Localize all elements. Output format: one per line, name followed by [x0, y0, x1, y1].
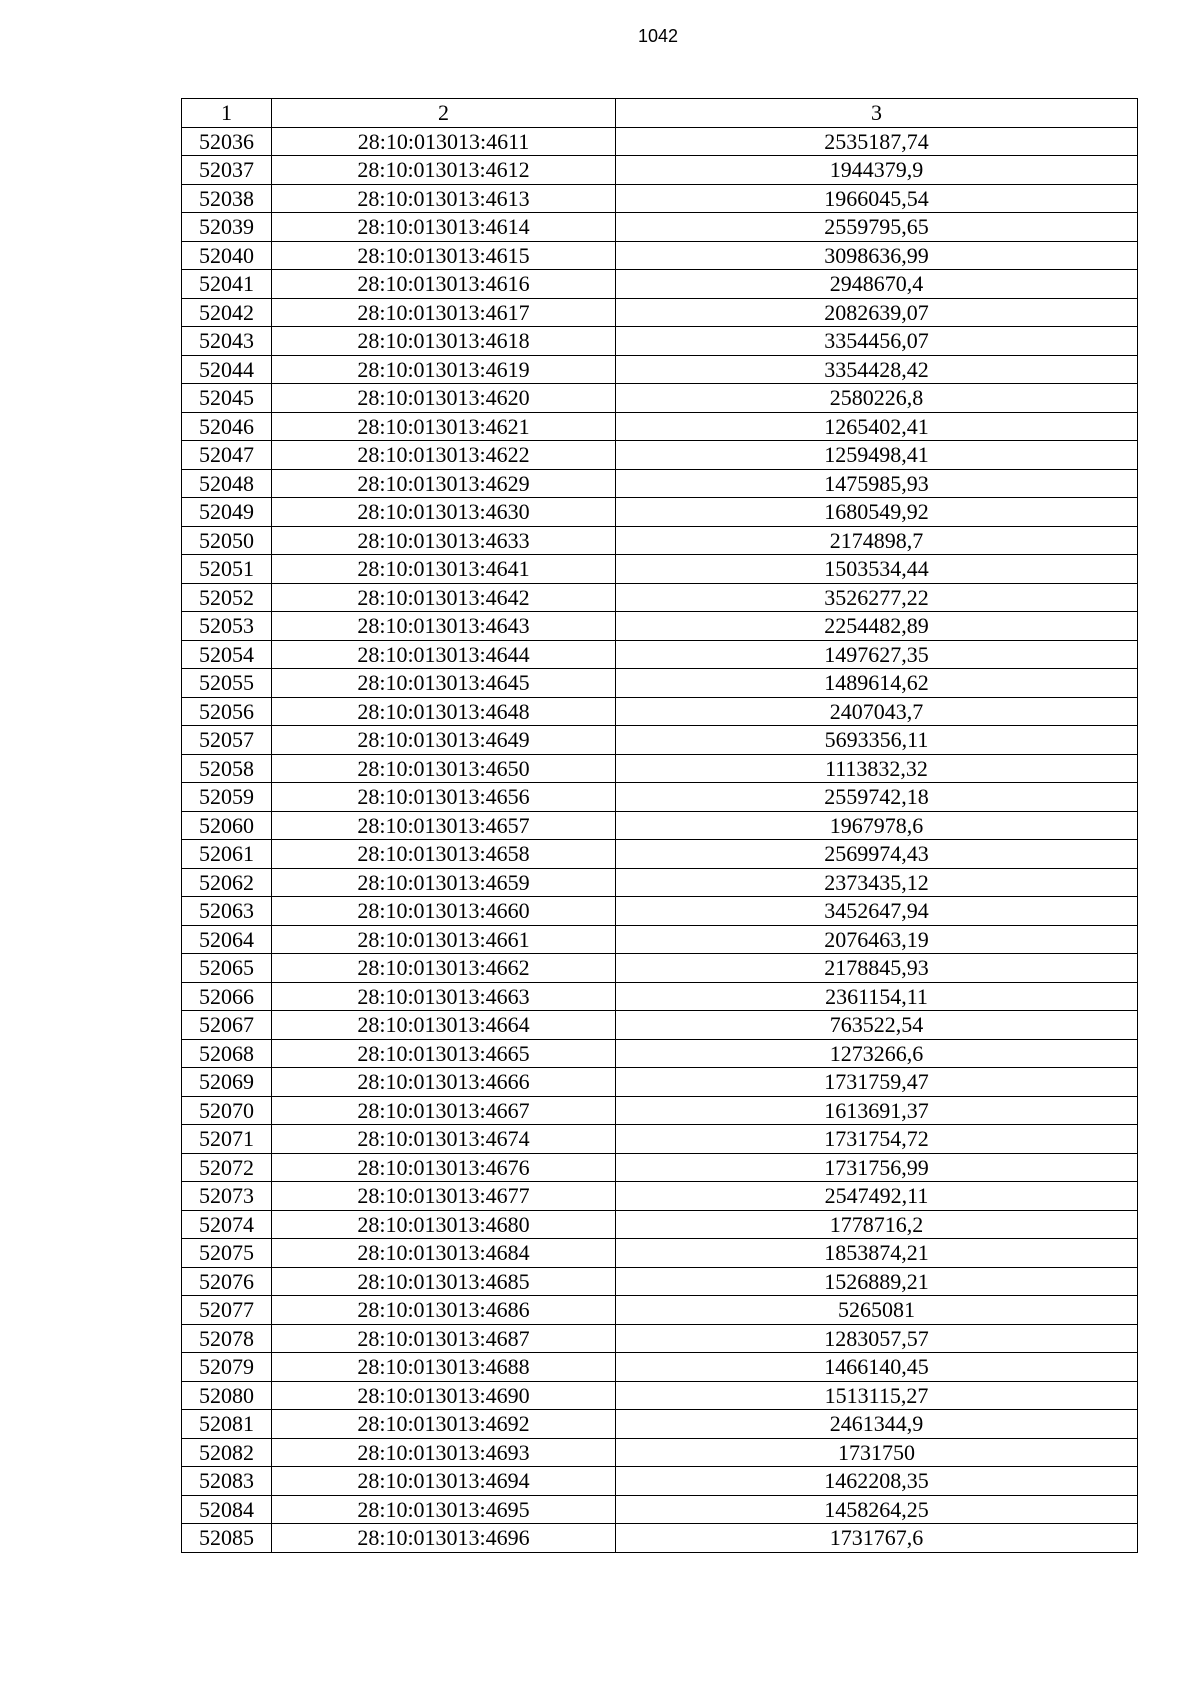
cadastral-number-cell: 28:10:013013:4642: [272, 583, 616, 612]
cadastral-number-cell: 28:10:013013:4641: [272, 555, 616, 584]
value-cell: 2580226,8: [616, 384, 1138, 413]
value-cell: 1944379,9: [616, 156, 1138, 185]
row-number-cell: 52036: [182, 127, 272, 156]
row-number-cell: 52074: [182, 1210, 272, 1239]
table-row: [182, 298, 1138, 327]
table-row: [182, 726, 1138, 755]
table-row: [182, 1353, 1138, 1382]
table-row: [182, 1267, 1138, 1296]
value-cell: 763522,54: [616, 1011, 1138, 1040]
cadastral-number-cell: 28:10:013013:4618: [272, 327, 616, 356]
row-number-cell: 52058: [182, 754, 272, 783]
value-cell: 1489614,62: [616, 669, 1138, 698]
value-cell: 1680549,92: [616, 498, 1138, 527]
cadastral-number-cell: 28:10:013013:4695: [272, 1495, 616, 1524]
value-cell: 1497627,35: [616, 640, 1138, 669]
value-cell: 2559742,18: [616, 783, 1138, 812]
cadastral-number-cell: 28:10:013013:4649: [272, 726, 616, 755]
column-header-3: 3: [616, 99, 1138, 128]
cadastral-number-cell: 28:10:013013:4680: [272, 1210, 616, 1239]
value-cell: 2174898,7: [616, 526, 1138, 555]
table-row: [182, 811, 1138, 840]
row-number-cell: 52068: [182, 1039, 272, 1068]
table-row: [182, 184, 1138, 213]
row-number-cell: 52069: [182, 1068, 272, 1097]
table-row: [182, 840, 1138, 869]
table-row: [182, 384, 1138, 413]
value-cell: 2535187,74: [616, 127, 1138, 156]
data-table: [181, 98, 1138, 1553]
table-row: [182, 526, 1138, 555]
table-row: [182, 441, 1138, 470]
cadastral-number-cell: 28:10:013013:4690: [272, 1381, 616, 1410]
cadastral-number-cell: 28:10:013013:4686: [272, 1296, 616, 1325]
table-row: [182, 1467, 1138, 1496]
table-row: [182, 1524, 1138, 1553]
cadastral-number-cell: 28:10:013013:4629: [272, 469, 616, 498]
cadastral-number-cell: 28:10:013013:4696: [272, 1524, 616, 1553]
row-number-cell: 52066: [182, 982, 272, 1011]
table-row: [182, 1495, 1138, 1524]
table-row: [182, 583, 1138, 612]
table-row: [182, 612, 1138, 641]
cadastral-number-cell: 28:10:013013:4667: [272, 1096, 616, 1125]
row-number-cell: 52038: [182, 184, 272, 213]
table-row: [182, 783, 1138, 812]
row-number-cell: 52072: [182, 1153, 272, 1182]
row-number-cell: 52082: [182, 1438, 272, 1467]
value-cell: 3354456,07: [616, 327, 1138, 356]
value-cell: 2254482,89: [616, 612, 1138, 641]
cadastral-number-cell: 28:10:013013:4650: [272, 754, 616, 783]
cadastral-number-cell: 28:10:013013:4617: [272, 298, 616, 327]
value-cell: 3526277,22: [616, 583, 1138, 612]
value-cell: 1853874,21: [616, 1239, 1138, 1268]
row-number-cell: 52040: [182, 241, 272, 270]
table-row: [182, 697, 1138, 726]
cadastral-number-cell: 28:10:013013:4614: [272, 213, 616, 242]
table-row: [182, 156, 1138, 185]
cadastral-number-cell: 28:10:013013:4616: [272, 270, 616, 299]
cadastral-number-cell: 28:10:013013:4661: [272, 925, 616, 954]
cadastral-number-cell: 28:10:013013:4615: [272, 241, 616, 270]
value-cell: 1283057,57: [616, 1324, 1138, 1353]
table-row: [182, 1239, 1138, 1268]
cadastral-number-cell: 28:10:013013:4643: [272, 612, 616, 641]
value-cell: 2082639,07: [616, 298, 1138, 327]
value-cell: 2569974,43: [616, 840, 1138, 869]
row-number-cell: 52054: [182, 640, 272, 669]
table-row: [182, 1410, 1138, 1439]
row-number-cell: 52085: [182, 1524, 272, 1553]
cadastral-number-cell: 28:10:013013:4685: [272, 1267, 616, 1296]
cadastral-number-cell: 28:10:013013:4619: [272, 355, 616, 384]
cadastral-number-cell: 28:10:013013:4684: [272, 1239, 616, 1268]
row-number-cell: 52059: [182, 783, 272, 812]
table-row: [182, 241, 1138, 270]
cadastral-number-cell: 28:10:013013:4660: [272, 897, 616, 926]
cadastral-number-cell: 28:10:013013:4687: [272, 1324, 616, 1353]
value-cell: 3098636,99: [616, 241, 1138, 270]
table-row: [182, 469, 1138, 498]
row-number-cell: 52060: [182, 811, 272, 840]
table-row: [182, 127, 1138, 156]
cadastral-number-cell: 28:10:013013:4666: [272, 1068, 616, 1097]
table-row: [182, 412, 1138, 441]
row-number-cell: 52076: [182, 1267, 272, 1296]
table-row: [182, 982, 1138, 1011]
cadastral-number-cell: 28:10:013013:4612: [272, 156, 616, 185]
value-cell: 2076463,19: [616, 925, 1138, 954]
value-cell: 2948670,4: [616, 270, 1138, 299]
value-cell: 1513115,27: [616, 1381, 1138, 1410]
value-cell: 2547492,11: [616, 1182, 1138, 1211]
table-row: [182, 1438, 1138, 1467]
row-number-cell: 52080: [182, 1381, 272, 1410]
row-number-cell: 52077: [182, 1296, 272, 1325]
value-cell: 1265402,41: [616, 412, 1138, 441]
value-cell: 3354428,42: [616, 355, 1138, 384]
table-row: [182, 754, 1138, 783]
table-row: [182, 1324, 1138, 1353]
table-row: [182, 669, 1138, 698]
table-row: [182, 1296, 1138, 1325]
table-row: [182, 954, 1138, 983]
value-cell: 1731759,47: [616, 1068, 1138, 1097]
row-number-cell: 52041: [182, 270, 272, 299]
value-cell: 1113832,32: [616, 754, 1138, 783]
cadastral-number-cell: 28:10:013013:4633: [272, 526, 616, 555]
cadastral-number-cell: 28:10:013013:4663: [272, 982, 616, 1011]
row-number-cell: 52062: [182, 868, 272, 897]
value-cell: 1613691,37: [616, 1096, 1138, 1125]
value-cell: 1967978,6: [616, 811, 1138, 840]
value-cell: 2178845,93: [616, 954, 1138, 983]
cadastral-number-cell: 28:10:013013:4659: [272, 868, 616, 897]
row-number-cell: 52084: [182, 1495, 272, 1524]
cadastral-number-cell: 28:10:013013:4657: [272, 811, 616, 840]
table-row: [182, 868, 1138, 897]
row-number-cell: 52045: [182, 384, 272, 413]
cadastral-number-cell: 28:10:013013:4656: [272, 783, 616, 812]
value-cell: 1259498,41: [616, 441, 1138, 470]
row-number-cell: 52052: [182, 583, 272, 612]
value-cell: 1731756,99: [616, 1153, 1138, 1182]
value-cell: 1966045,54: [616, 184, 1138, 213]
table-row: [182, 1039, 1138, 1068]
cadastral-number-cell: 28:10:013013:4648: [272, 697, 616, 726]
cadastral-number-cell: 28:10:013013:4693: [272, 1438, 616, 1467]
value-cell: 2361154,11: [616, 982, 1138, 1011]
page-number: 1042: [637, 26, 679, 46]
row-number-cell: 52079: [182, 1353, 272, 1382]
cadastral-number-cell: 28:10:013013:4630: [272, 498, 616, 527]
row-number-cell: 52037: [182, 156, 272, 185]
row-number-cell: 52070: [182, 1096, 272, 1125]
cadastral-number-cell: 28:10:013013:4613: [272, 184, 616, 213]
row-number-cell: 52075: [182, 1239, 272, 1268]
row-number-cell: 52056: [182, 697, 272, 726]
row-number-cell: 52073: [182, 1182, 272, 1211]
row-number-cell: 52043: [182, 327, 272, 356]
value-cell: 1273266,6: [616, 1039, 1138, 1068]
cadastral-number-cell: 28:10:013013:4620: [272, 384, 616, 413]
value-cell: 2407043,7: [616, 697, 1138, 726]
value-cell: 1503534,44: [616, 555, 1138, 584]
column-header-1: 1: [182, 99, 272, 128]
column-header-2: 2: [272, 99, 616, 128]
header-row: [182, 99, 1138, 128]
value-cell: 2559795,65: [616, 213, 1138, 242]
value-cell: 1475985,93: [616, 469, 1138, 498]
row-number-cell: 52071: [182, 1125, 272, 1154]
row-number-cell: 52042: [182, 298, 272, 327]
row-number-cell: 52078: [182, 1324, 272, 1353]
table-row: [182, 327, 1138, 356]
cadastral-number-cell: 28:10:013013:4676: [272, 1153, 616, 1182]
table-row: [182, 1182, 1138, 1211]
table-body: [182, 127, 1138, 1552]
row-number-cell: 52051: [182, 555, 272, 584]
row-number-cell: 52057: [182, 726, 272, 755]
table-row: [182, 925, 1138, 954]
table-row: [182, 1125, 1138, 1154]
value-cell: 5265081: [616, 1296, 1138, 1325]
cadastral-number-cell: 28:10:013013:4665: [272, 1039, 616, 1068]
value-cell: 1731767,6: [616, 1524, 1138, 1553]
value-cell: 1526889,21: [616, 1267, 1138, 1296]
table-row: [182, 213, 1138, 242]
row-number-cell: 52061: [182, 840, 272, 869]
cadastral-number-cell: 28:10:013013:4658: [272, 840, 616, 869]
value-cell: 2373435,12: [616, 868, 1138, 897]
cadastral-number-cell: 28:10:013013:4622: [272, 441, 616, 470]
value-cell: 1731754,72: [616, 1125, 1138, 1154]
table-row: [182, 355, 1138, 384]
row-number-cell: 52048: [182, 469, 272, 498]
cadastral-number-cell: 28:10:013013:4692: [272, 1410, 616, 1439]
table-row: [182, 1096, 1138, 1125]
value-cell: 3452647,94: [616, 897, 1138, 926]
row-number-cell: 52063: [182, 897, 272, 926]
row-number-cell: 52065: [182, 954, 272, 983]
row-number-cell: 52046: [182, 412, 272, 441]
table-row: [182, 1153, 1138, 1182]
table-row: [182, 555, 1138, 584]
value-cell: 5693356,11: [616, 726, 1138, 755]
table-row: [182, 1210, 1138, 1239]
cadastral-number-cell: 28:10:013013:4662: [272, 954, 616, 983]
value-cell: 1778716,2: [616, 1210, 1138, 1239]
table-row: [182, 270, 1138, 299]
row-number-cell: 52067: [182, 1011, 272, 1040]
value-cell: 1462208,35: [616, 1467, 1138, 1496]
row-number-cell: 52053: [182, 612, 272, 641]
row-number-cell: 52083: [182, 1467, 272, 1496]
cadastral-number-cell: 28:10:013013:4677: [272, 1182, 616, 1211]
row-number-cell: 52055: [182, 669, 272, 698]
value-cell: 2461344,9: [616, 1410, 1138, 1439]
cadastral-number-cell: 28:10:013013:4621: [272, 412, 616, 441]
cadastral-number-cell: 28:10:013013:4611: [272, 127, 616, 156]
value-cell: 1458264,25: [616, 1495, 1138, 1524]
table-row: [182, 897, 1138, 926]
table-row: [182, 1381, 1138, 1410]
row-number-cell: 52064: [182, 925, 272, 954]
cadastral-number-cell: 28:10:013013:4644: [272, 640, 616, 669]
row-number-cell: 52047: [182, 441, 272, 470]
cadastral-number-cell: 28:10:013013:4688: [272, 1353, 616, 1382]
table-row: [182, 498, 1138, 527]
value-cell: 1731750: [616, 1438, 1138, 1467]
cadastral-number-cell: 28:10:013013:4674: [272, 1125, 616, 1154]
row-number-cell: 52049: [182, 498, 272, 527]
table-row: [182, 1011, 1138, 1040]
row-number-cell: 52050: [182, 526, 272, 555]
value-cell: 1466140,45: [616, 1353, 1138, 1382]
table-row: [182, 640, 1138, 669]
table-row: [182, 1068, 1138, 1097]
row-number-cell: 52044: [182, 355, 272, 384]
cadastral-number-cell: 28:10:013013:4645: [272, 669, 616, 698]
cadastral-number-cell: 28:10:013013:4694: [272, 1467, 616, 1496]
cadastral-number-cell: 28:10:013013:4664: [272, 1011, 616, 1040]
row-number-cell: 52081: [182, 1410, 272, 1439]
row-number-cell: 52039: [182, 213, 272, 242]
